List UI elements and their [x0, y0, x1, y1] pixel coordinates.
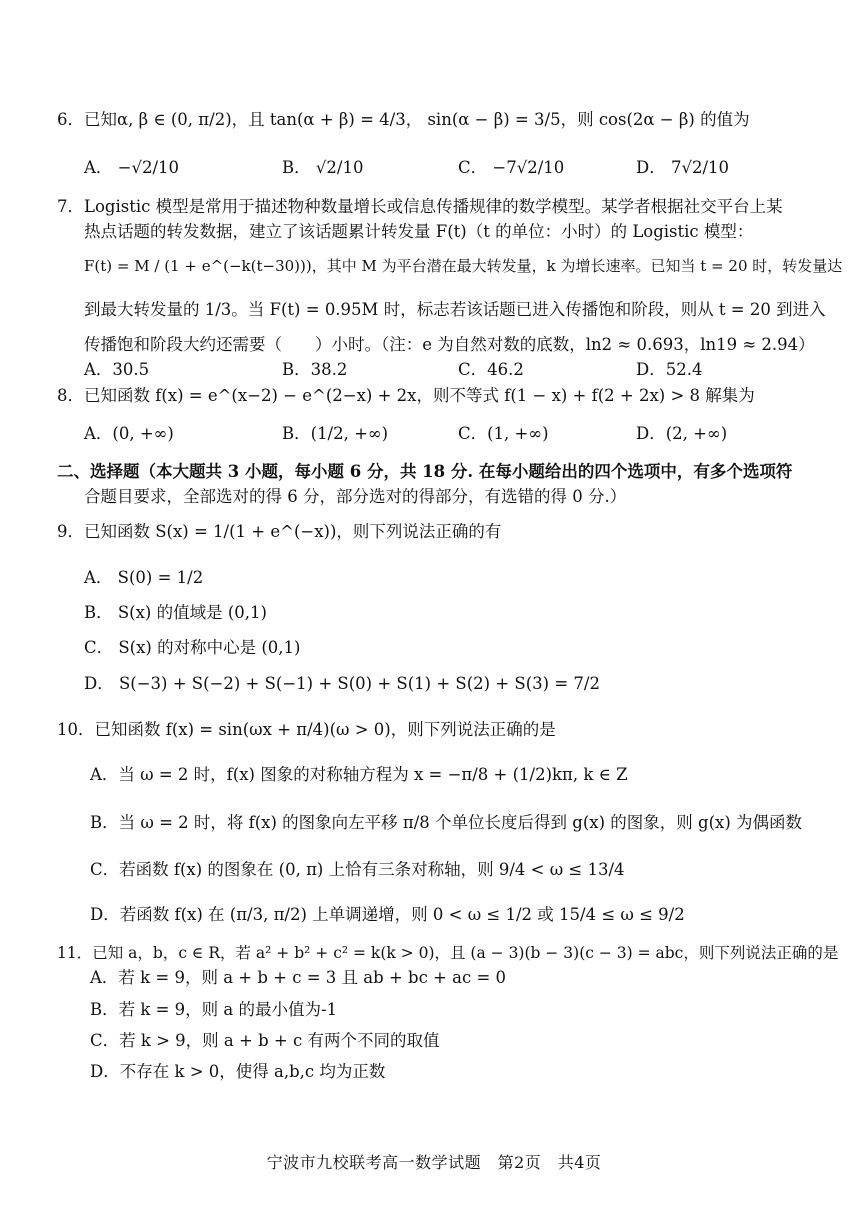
q6-option-a: A． −√2/10: [84, 158, 180, 177]
q8-option-b: B．(1/2, +∞): [282, 424, 389, 443]
q6-stem: 6．已知α, β ∈ (0, π/2)，且 tan(α + β) = 4/3， sin(α − β) = 3/5，则 cos(2α − β) 的值为: [57, 110, 750, 129]
q8-options: [0, 424, 868, 464]
q10-stem: 10．已知函数 f(x) = sin(ωx + π/4)(ω > 0)，则下列说法正确的是: [57, 720, 556, 739]
q10-option-b: B．当 ω = 2 时，将 f(x) 的图象向左平移 π/8 个单位长度后得到 g(x) 的图象，则 g(x) 为偶函数: [90, 813, 803, 832]
q6-option-d: D． 7√2/10: [636, 158, 730, 177]
q9-option-c: C． S(x) 的对称中心是 (0,1): [84, 638, 301, 657]
q8-option-c: C．(1, +∞): [458, 424, 549, 443]
q9-stem: 9．已知函数 S(x) = 1/(1 + e^(−x))，则下列说法正确的有: [57, 522, 502, 541]
q10-option-d: D．若函数 f(x) 在 (π/3, π/2) 上单调递增，则 0 < ω ≤ 1/2 或 15/4 ≤ ω ≤ 9/2: [90, 905, 685, 924]
q10-option-a: A．当 ω = 2 时，f(x) 图象的对称轴方程为 x = −π/8 + (1/2)kπ, k ∈ Z: [90, 765, 628, 784]
q9-option-d: D． S(−3) + S(−2) + S(−1) + S(0) + S(1) + S(2) + S(3) = 7/2: [84, 674, 600, 693]
q7-option-b: B．38.2: [282, 360, 348, 379]
q8-option-d: D．(2, +∞): [636, 424, 728, 443]
q11-stem: 11．已知 a，b，c ∈ R，若 a² + b² + c² = k(k > 0)，且 (a − 3)(b − 3)(c − 3) = abc，则下列说法正确的是: [57, 944, 839, 962]
q11-option-c: C．若 k > 9，则 a + b + c 有两个不同的取值: [90, 1031, 440, 1050]
page-footer: 宁波市九校联考高一数学试题 第2页 共4页: [266, 1153, 602, 1172]
q7-option-c: C．46.2: [458, 360, 524, 379]
q8-option-a: A．(0, +∞): [84, 424, 174, 443]
q11-option-a: A．若 k = 9，则 a + b + c = 3 且 ab + bc + ac = 0: [90, 968, 507, 987]
section-2-instructions: 合题目要求，全部选对的得 6 分，部分选对的得部分，有选错的得 0 分.）: [84, 487, 627, 506]
q7-line-1: 7．Logistic 模型是常用于描述物种数量增长或信息传播规律的数学模型。某学者根据社交平台上某: [57, 197, 783, 216]
q11-option-d: D．不存在 k > 0，使得 a,b,c 均为正数: [90, 1062, 386, 1081]
q11-option-b: B．若 k = 9，则 a 的最小值为-1: [90, 1000, 338, 1019]
q6-options: [0, 158, 868, 198]
q7-option-d: D．52.4: [636, 360, 703, 379]
q8-stem: 8．已知函数 f(x) = e^(x−2) − e^(2−x) + 2x，则不等式 f(1 − x) + f(2 + 2x) > 8 解集为: [57, 386, 755, 405]
q7-line-5: 传播饱和阶段大约还需要（ ）小时。（注：e 为自然对数的底数，ln2 ≈ 0.693，ln19 ≈ 2.94）: [84, 335, 815, 354]
q7-line-2: 热点话题的转发数据，建立了该话题累计转发量 F(t)（t 的单位：小时）的 Logistic 模型：: [84, 222, 754, 241]
q9-option-a: A． S(0) = 1/2: [84, 568, 204, 587]
q7-line-4: 到最大转发量的 1/3。当 F(t) = 0.95M 时，标志若该话题已进入传播饱和阶段，则从 t = 20 到进入: [84, 300, 826, 319]
q9-option-b: B． S(x) 的值域是 (0,1): [84, 603, 267, 622]
q6-option-c: C． −7√2/10: [458, 158, 565, 177]
q7-option-a: A．30.5: [84, 360, 150, 379]
section-2-heading: 二、选择题（本大题共 3 小题，每小题 6 分，共 18 分. 在每小题给出的四个选项中，有多个选项符: [57, 462, 793, 481]
q10-option-c: C．若函数 f(x) 的图象在 (0, π) 上恰有三条对称轴，则 9/4 < ω ≤ 13/4: [90, 860, 625, 879]
q6-option-b: B． √2/10: [282, 158, 364, 177]
q7-line-3: F(t) = M / (1 + e^(−k(t−30)))，其中 M 为平台潜在最大转发量，k 为增长速率。已知当 t = 20 时，转发量达: [84, 257, 843, 275]
